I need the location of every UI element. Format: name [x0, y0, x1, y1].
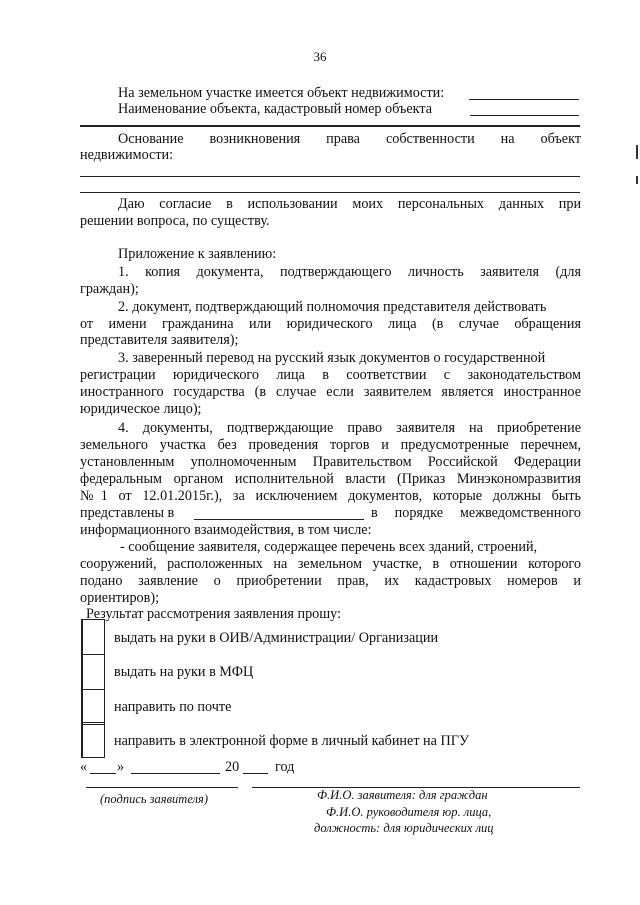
option-pgu-checkbox[interactable]: [81, 722, 105, 758]
basis-line-2: недвижимости:: [80, 147, 174, 163]
option-oiv-checkbox[interactable]: [81, 619, 105, 655]
date-open-quote: «: [80, 759, 88, 775]
result-heading: Результат рассмотрения заявления прошу:: [86, 606, 342, 622]
divider-line: [80, 125, 580, 127]
attachments-heading: Приложение к заявлению:: [118, 246, 277, 262]
attachment-5-line-4: ориентиров);: [80, 590, 160, 606]
attachment-3-line-2: регистрации юридического лица в соответствии с законодательством: [80, 367, 581, 383]
option-pgu-label: направить в электронной форме в личный кабинет на ПГУ: [114, 733, 469, 749]
attachment-4-line-5: №1 от 12.01.2015г.), за исключением документов, которые должны быть: [80, 488, 581, 504]
property-line-1: На земельном участке имеется объект недвижимости:: [118, 85, 445, 101]
basis-line-1: Основание возникновения права собственности на объект: [118, 131, 582, 147]
signature-line[interactable]: [86, 787, 238, 788]
attachment-1-line-2: граждан);: [80, 281, 139, 297]
attachment-4-line-6b: в порядке межведомственного: [371, 505, 581, 521]
attachment-3-line-3: иностранного государства (в случае если заявителем является иностранное: [80, 384, 581, 400]
name-caption-position: должность: для юридических лиц: [314, 821, 494, 835]
option-mail-checkbox[interactable]: [81, 689, 105, 725]
attachment-1-line-1: 1. копия документа, подтверждающего личность заявителя (для: [118, 264, 581, 280]
option-mail-label: направить по почте: [114, 699, 232, 715]
cadastral-number-field[interactable]: [470, 115, 579, 116]
property-object-field[interactable]: [469, 99, 579, 100]
date-century: 20: [225, 759, 240, 775]
consent-line-1: Даю согласие в использовании моих персональных данных при: [118, 196, 582, 212]
date-month-field[interactable]: [131, 773, 220, 774]
attachment-2-line-3: представителя заявителя);: [80, 332, 239, 348]
name-caption-director: Ф.И.О. руководителя юр. лица,: [326, 805, 492, 819]
scan-edge-mark: [636, 176, 638, 184]
attachment-2-line-2: от имени гражданина или юридического лица (в случае обращения: [80, 316, 581, 332]
consent-line-2: решении вопроса, по существу.: [80, 213, 270, 229]
signature-caption: (подпись заявителя): [100, 792, 208, 806]
attachment-4-line-3: установленным уполномоченным Правительством Российской Федерации: [80, 454, 581, 470]
option-oiv-label: выдать на руки в ОИВ/Администрации/ Организации: [114, 630, 439, 646]
page-number: 36: [313, 49, 327, 64]
date-close-quote: »: [117, 759, 125, 775]
name-caption-citizen: Ф.И.О. заявителя: для граждан: [317, 788, 488, 802]
attachment-5-line-1: - сообщение заявителя, содержащее перечень всех зданий, строений,: [120, 539, 538, 555]
attachment-4-line-1: 4. документы, подтверждающие право заявителя на приобретение: [118, 420, 581, 436]
attachment-4-line-7: информационного взаимодействия, в том числе:: [80, 522, 372, 538]
attachment-5-line-3: подано заявление о приобретении прав, их кадастровых номеров и: [80, 573, 581, 589]
date-day-field[interactable]: [90, 773, 116, 774]
attachment-3-line-1: 3. заверенный перевод на русский язык документов о государственной: [118, 350, 546, 366]
option-mfc-checkbox[interactable]: [81, 654, 105, 690]
attachment-4-line-6a: представлены в: [80, 505, 175, 521]
attachment-2-line-1: 2. документ, подтверждающий полномочия представителя действовать: [118, 299, 547, 315]
basis-field-1[interactable]: [80, 176, 580, 177]
attachment-3-line-4: юридическое лицо);: [80, 401, 202, 417]
authority-field[interactable]: [194, 519, 364, 520]
property-line-2: Наименование объекта, кадастровый номер объекта: [118, 101, 433, 117]
basis-field-2[interactable]: [80, 192, 580, 193]
date-year-word: год: [275, 759, 295, 775]
scan-edge-mark: [636, 145, 638, 159]
date-year-field[interactable]: [243, 773, 268, 774]
attachment-4-line-2: земельного участка без проведения торгов и предусмотренные перечнем,: [80, 437, 581, 453]
option-mfc-label: выдать на руки в МФЦ: [114, 664, 254, 680]
attachment-4-line-4: федеральным органом исполнительной власти (Приказ Минэкономразвития: [80, 471, 581, 487]
attachment-5-line-2: сооружений, расположенных на земельном участке, в отношении которого: [80, 556, 581, 572]
